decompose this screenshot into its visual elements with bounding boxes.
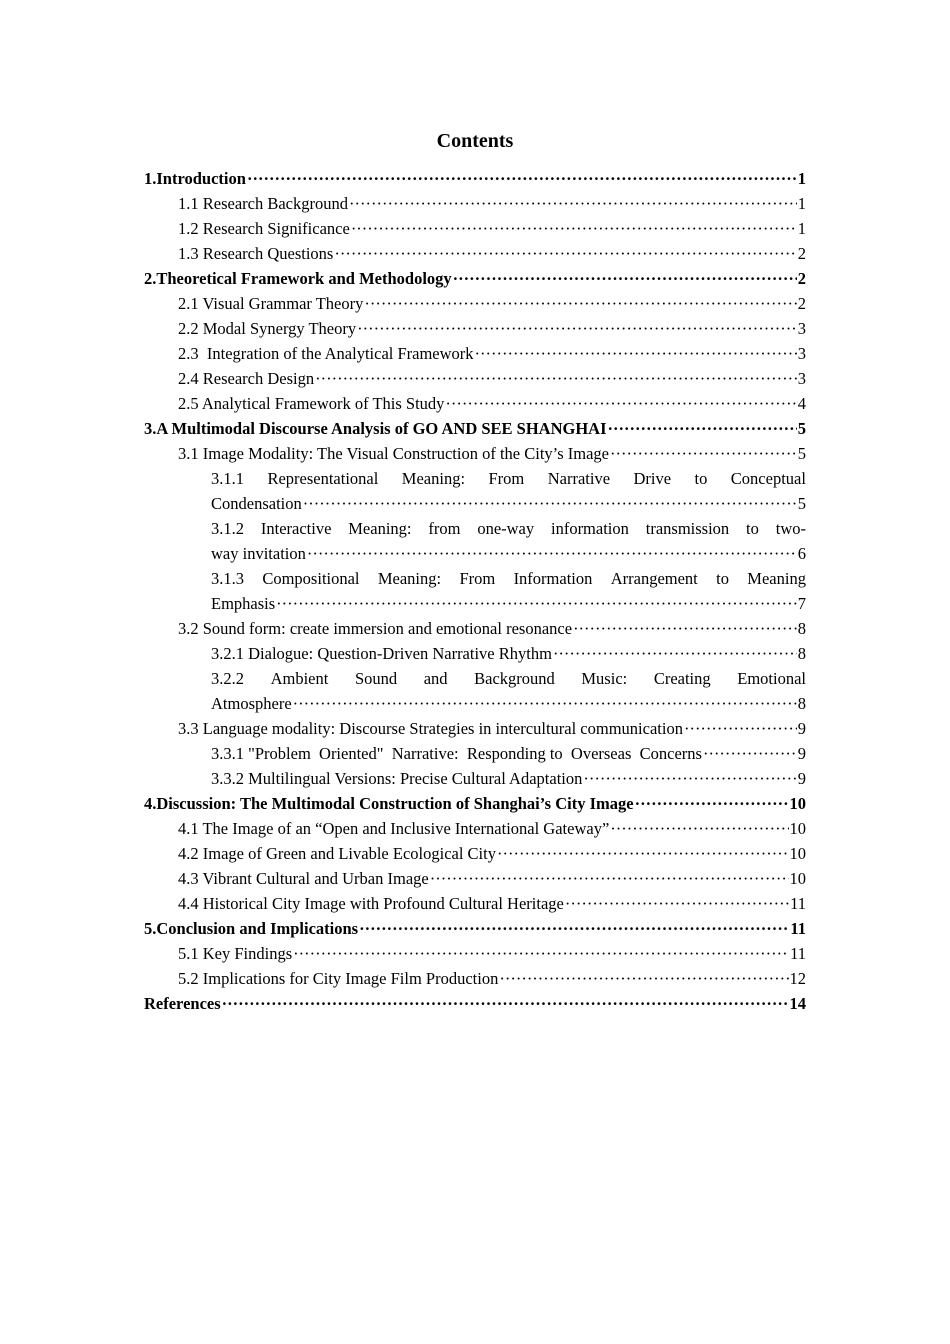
dot-leader bbox=[349, 191, 797, 216]
toc-entry-title-continued: Condensation bbox=[211, 494, 302, 513]
dot-leader bbox=[315, 366, 797, 391]
dot-leader bbox=[684, 716, 797, 741]
dot-leader bbox=[635, 791, 789, 816]
toc-entry-word: Music: bbox=[581, 669, 628, 688]
toc-section-entry[interactable] bbox=[144, 791, 806, 816]
toc-entry[interactable] bbox=[144, 816, 806, 841]
toc-entry-title-line bbox=[211, 466, 806, 491]
contents-title: Contents bbox=[436, 130, 514, 152]
toc-entry-word: one-way bbox=[477, 519, 535, 538]
toc-page-number: 8 bbox=[797, 694, 806, 713]
toc-entry-title-line bbox=[211, 516, 806, 541]
toc-page-number: 3 bbox=[797, 319, 806, 338]
toc-entry-title: References bbox=[144, 994, 221, 1013]
toc-entry-word: from bbox=[428, 519, 461, 538]
toc-page-number: 10 bbox=[789, 844, 806, 863]
toc-page-number: 10 bbox=[789, 819, 806, 838]
toc-entry-word: Sound bbox=[354, 669, 398, 688]
toc-page-number: 2 bbox=[797, 294, 806, 313]
dot-leader bbox=[475, 341, 797, 366]
toc-entry-word: 3.1.2 bbox=[211, 519, 244, 538]
toc-entry[interactable] bbox=[144, 191, 806, 216]
toc-entry-title: 1.Introduction bbox=[144, 169, 246, 188]
dot-leader bbox=[222, 991, 789, 1016]
toc-entry-word: Meaning: bbox=[377, 569, 442, 588]
toc-entry-word: to bbox=[746, 519, 759, 538]
toc-entry[interactable] bbox=[144, 966, 806, 991]
toc-entry-word: Meaning: bbox=[401, 469, 466, 488]
toc-page-number: 9 bbox=[797, 769, 806, 788]
dot-leader bbox=[497, 841, 789, 866]
dot-leader bbox=[293, 941, 789, 966]
toc-entry[interactable] bbox=[144, 316, 806, 341]
toc-entry-word: information bbox=[550, 519, 629, 538]
dot-leader bbox=[703, 741, 797, 766]
toc-entry[interactable] bbox=[144, 216, 806, 241]
dot-leader bbox=[364, 291, 796, 316]
dot-leader bbox=[303, 491, 797, 516]
dot-leader bbox=[608, 416, 797, 441]
toc-entry-title: 5.Conclusion and Implications bbox=[144, 919, 359, 938]
toc-page-number: 5 bbox=[797, 419, 806, 438]
toc-entry-title: 1.1 Research Background bbox=[178, 194, 348, 213]
toc-entry-title-continued: Atmosphere bbox=[211, 694, 292, 713]
toc-entry-word: Meaning bbox=[747, 569, 806, 588]
toc-section-entry[interactable] bbox=[144, 416, 806, 441]
dot-leader bbox=[453, 266, 797, 291]
toc-entry-title: 4.1 The Image of an “Open and Inclusive International Gateway” bbox=[178, 819, 610, 838]
dot-leader bbox=[610, 816, 788, 841]
toc-entry-title: 4.Discussion: The Multimodal Construction of Shanghai’s City Image bbox=[144, 794, 634, 813]
toc-entry-word: Background bbox=[474, 669, 555, 688]
toc-entry[interactable] bbox=[144, 441, 806, 466]
toc-entry[interactable] bbox=[144, 516, 806, 566]
toc-entry-title: 5.2 Implications for City Image Film Production bbox=[178, 969, 499, 988]
toc-entry-word: Interactive bbox=[260, 519, 332, 538]
toc-page-number: 4 bbox=[797, 394, 806, 413]
toc-page-number: 8 bbox=[797, 644, 806, 663]
toc-entry-word: From bbox=[459, 569, 496, 588]
toc-entry-word: Arrangement bbox=[610, 569, 698, 588]
toc-entry-title: 4.4 Historical City Image with Profound Cultural Heritage bbox=[178, 894, 564, 913]
toc-entry-title-line bbox=[211, 666, 806, 691]
toc-entry-word: Compositional bbox=[262, 569, 360, 588]
toc-page-number: 2 bbox=[797, 244, 806, 263]
toc-entry-title: 2.Theoretical Framework and Methodology bbox=[144, 269, 452, 288]
toc-entry-word: to bbox=[716, 569, 729, 588]
toc-entry-word: and bbox=[423, 669, 448, 688]
toc-entry[interactable] bbox=[144, 841, 806, 866]
toc-page-number: 10 bbox=[789, 794, 806, 813]
toc-entry[interactable] bbox=[144, 766, 806, 791]
toc-page-number: 8 bbox=[797, 619, 806, 638]
toc-entry-word: 3.1.3 bbox=[211, 569, 244, 588]
dot-leader bbox=[307, 541, 797, 566]
toc-entry[interactable] bbox=[144, 366, 806, 391]
toc-entry-word: From bbox=[488, 469, 525, 488]
toc-section-entry[interactable] bbox=[144, 991, 806, 1016]
toc-page-number: 11 bbox=[790, 894, 806, 913]
toc-page-number: 11 bbox=[790, 919, 806, 938]
toc-entry-word: 3.2.2 bbox=[211, 669, 244, 688]
toc-entry[interactable] bbox=[144, 466, 806, 516]
toc-entry-title: 3.3.1 "Problem Oriented" Narrative: Responding to Overseas Concerns bbox=[211, 744, 702, 763]
toc-entry-title-continued: way invitation bbox=[211, 544, 306, 563]
toc-entry-title: 3.3.2 Multilingual Versions: Precise Cultural Adaptation bbox=[211, 769, 583, 788]
toc-page-number: 1 bbox=[797, 169, 806, 188]
toc-entry-title: 4.2 Image of Green and Livable Ecological City bbox=[178, 844, 496, 863]
toc-entry-word: Narrative bbox=[547, 469, 611, 488]
toc-entry[interactable] bbox=[144, 391, 806, 416]
toc-entry-word: Meaning: bbox=[348, 519, 412, 538]
table-of-contents bbox=[144, 166, 806, 1016]
dot-leader bbox=[445, 391, 796, 416]
toc-entry-title: 2.1 Visual Grammar Theory bbox=[178, 294, 364, 313]
toc-page-number: 2 bbox=[797, 269, 806, 288]
toc-section-entry[interactable] bbox=[144, 166, 806, 191]
toc-page-number: 12 bbox=[789, 969, 806, 988]
toc-entry[interactable] bbox=[144, 641, 806, 666]
toc-entry-title: 3.2.1 Dialogue: Question-Driven Narrative Rhythm bbox=[211, 644, 552, 663]
dot-leader bbox=[583, 766, 796, 791]
dot-leader bbox=[573, 616, 797, 641]
toc-entry-title: 5.1 Key Findings bbox=[178, 944, 293, 963]
toc-entry-title: 1.3 Research Questions bbox=[178, 244, 334, 263]
toc-page-number: 14 bbox=[789, 994, 806, 1013]
toc-entry-word: Information bbox=[513, 569, 593, 588]
toc-entry-word: Ambient bbox=[270, 669, 329, 688]
dot-leader bbox=[357, 316, 797, 341]
toc-page-number: 3 bbox=[797, 344, 806, 363]
toc-entry-word: two- bbox=[775, 519, 806, 538]
toc-page-number: 1 bbox=[797, 219, 806, 238]
toc-entry[interactable] bbox=[144, 566, 806, 616]
toc-entry-word: transmission bbox=[645, 519, 730, 538]
toc-page-number: 7 bbox=[797, 594, 806, 613]
toc-entry-word: Creating bbox=[653, 669, 711, 688]
toc-entry-title: 3.1 Image Modality: The Visual Construction of the City’s Image bbox=[178, 444, 610, 463]
dot-leader bbox=[293, 691, 797, 716]
toc-page-number: 5 bbox=[797, 444, 806, 463]
toc-page-number: 10 bbox=[789, 869, 806, 888]
toc-entry[interactable] bbox=[144, 716, 806, 741]
dot-leader bbox=[499, 966, 788, 991]
dot-leader bbox=[553, 641, 797, 666]
toc-entry[interactable] bbox=[144, 891, 806, 916]
toc-entry-title: 4.3 Vibrant Cultural and Urban Image bbox=[178, 869, 429, 888]
dot-leader bbox=[334, 241, 796, 266]
toc-entry-title: 3.A Multimodal Discourse Analysis of GO AND SEE SHANGHAI bbox=[144, 419, 607, 438]
toc-entry[interactable] bbox=[144, 616, 806, 641]
toc-entry-title: 3.3 Language modality: Discourse Strategies in intercultural communication bbox=[178, 719, 683, 738]
toc-entry-title: 2.4 Research Design bbox=[178, 369, 315, 388]
toc-page-number: 11 bbox=[790, 944, 806, 963]
toc-entry-word: Conceptual bbox=[730, 469, 806, 488]
dot-leader bbox=[610, 441, 797, 466]
toc-entry-title: 2.2 Modal Synergy Theory bbox=[178, 319, 357, 338]
toc-entry[interactable] bbox=[144, 941, 806, 966]
toc-page-number: 5 bbox=[797, 494, 806, 513]
toc-entry[interactable] bbox=[144, 291, 806, 316]
toc-entry[interactable] bbox=[144, 341, 806, 366]
dot-leader bbox=[359, 916, 789, 941]
toc-entry[interactable] bbox=[144, 666, 806, 716]
toc-entry-title: 2.3 Integration of the Analytical Framework bbox=[178, 344, 474, 363]
toc-entry-title-line bbox=[211, 566, 806, 591]
dot-leader bbox=[430, 866, 789, 891]
toc-page-number: 3 bbox=[797, 369, 806, 388]
toc-entry[interactable] bbox=[144, 741, 806, 766]
toc-entry[interactable] bbox=[144, 866, 806, 891]
dot-leader bbox=[247, 166, 797, 191]
dot-leader bbox=[351, 216, 797, 241]
toc-entry-title: 2.5 Analytical Framework of This Study bbox=[178, 394, 445, 413]
toc-entry-word: 3.1.1 bbox=[211, 469, 244, 488]
dot-leader bbox=[276, 591, 797, 616]
toc-section-entry[interactable] bbox=[144, 266, 806, 291]
toc-entry-word: to bbox=[694, 469, 708, 488]
toc-page-number: 1 bbox=[797, 194, 806, 213]
toc-section-entry[interactable] bbox=[144, 916, 806, 941]
toc-entry-title: 1.2 Research Significance bbox=[178, 219, 350, 238]
toc-entry-title: 3.2 Sound form: create immersion and emotional resonance bbox=[178, 619, 573, 638]
toc-entry-title-continued: Emphasis bbox=[211, 594, 276, 613]
toc-page-number: 9 bbox=[797, 744, 806, 763]
toc-entry[interactable] bbox=[144, 241, 806, 266]
toc-entry-word: Drive bbox=[633, 469, 672, 488]
toc-page-number: 6 bbox=[797, 544, 806, 563]
toc-entry-word: Representational bbox=[267, 469, 379, 488]
toc-page-number: 9 bbox=[797, 719, 806, 738]
toc-entry-word: Emotional bbox=[737, 669, 806, 688]
dot-leader bbox=[565, 891, 789, 916]
